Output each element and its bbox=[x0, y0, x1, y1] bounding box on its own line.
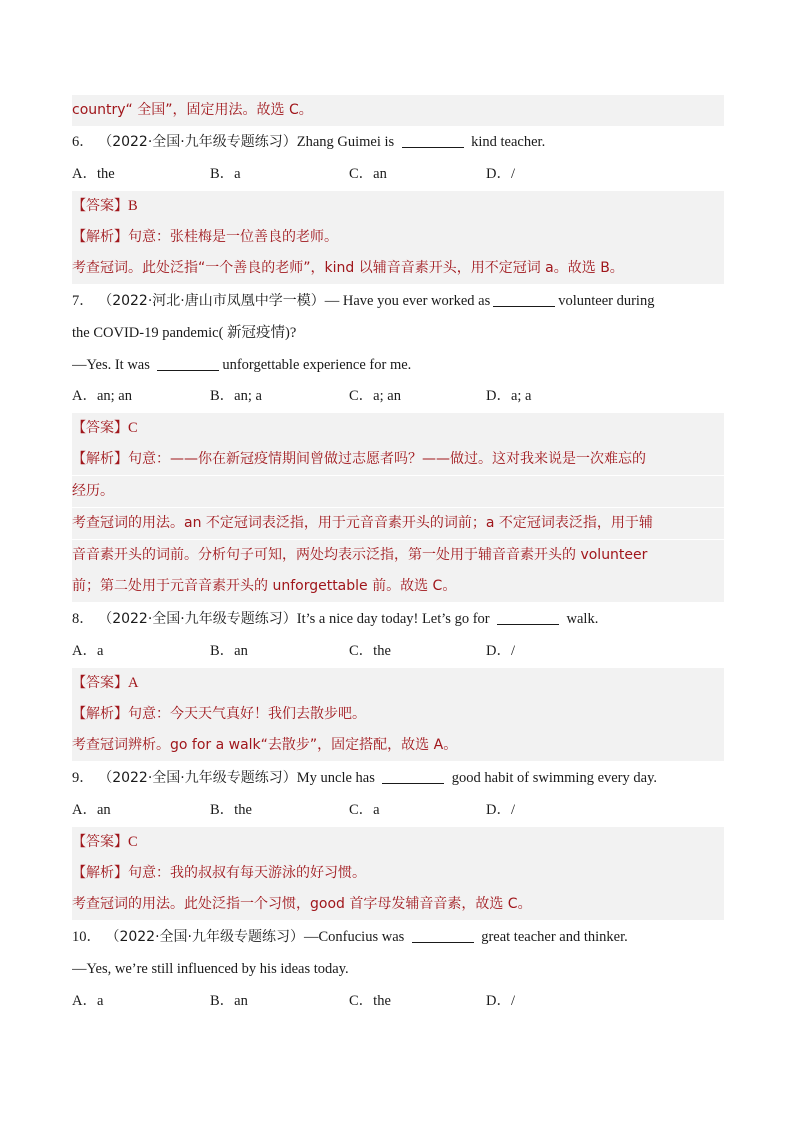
option-a: A．a bbox=[72, 643, 104, 659]
answer-label: 【答案】 bbox=[72, 675, 128, 691]
question-9-analysis-1 bbox=[72, 858, 724, 889]
question-number: 6． bbox=[72, 134, 94, 150]
previous-analysis-tail bbox=[72, 95, 724, 126]
analysis-text: country“ 全国”，固定用法。故选 C。 bbox=[72, 102, 313, 118]
option-c: C．the bbox=[349, 993, 391, 1009]
question-9-answer bbox=[72, 827, 724, 858]
answer-label: 【答案】 bbox=[72, 198, 128, 214]
question-6-analysis-2 bbox=[72, 253, 724, 284]
stem-text: —Yes, we’re still influenced by his ideas today. bbox=[72, 961, 349, 977]
analysis-label: 【解析】 bbox=[72, 706, 128, 722]
option-b: B．an bbox=[210, 993, 248, 1009]
option-d: D．/ bbox=[486, 993, 515, 1009]
answer-blank bbox=[157, 356, 219, 371]
stem-text: —Yes. It was bbox=[72, 357, 150, 373]
analysis-text: 句意：我的叔叔有每天游泳的好习惯。 bbox=[128, 865, 366, 881]
stem-text: good habit of swimming every day. bbox=[451, 770, 658, 786]
question-6-options bbox=[72, 159, 724, 190]
question-10-options bbox=[72, 986, 724, 1017]
answer-label: 【答案】 bbox=[72, 834, 128, 850]
option-a: A．an bbox=[72, 802, 111, 818]
answer-value: A bbox=[128, 675, 139, 691]
stem-text: My uncle has bbox=[296, 770, 375, 786]
question-7-answer bbox=[72, 413, 724, 444]
question-10-stem bbox=[72, 922, 724, 953]
question-7-stem-line3 bbox=[72, 350, 724, 381]
question-source: （2022·全国·九年级专题练习） bbox=[105, 929, 304, 945]
option-c: C．the bbox=[349, 643, 391, 659]
option-c: C．a; an bbox=[349, 388, 401, 404]
answer-value: C bbox=[128, 420, 138, 436]
question-7-analysis-2 bbox=[72, 476, 724, 507]
analysis-label: 【解析】 bbox=[72, 229, 128, 245]
option-b: B．the bbox=[210, 802, 252, 818]
option-d: D．/ bbox=[486, 643, 515, 659]
analysis-text: 句意：张桂梅是一位善良的老师。 bbox=[128, 229, 338, 245]
question-source: （2022·全国·九年级专题练习） bbox=[98, 134, 297, 150]
answer-value: B bbox=[128, 198, 138, 214]
question-7-options bbox=[72, 381, 724, 412]
stem-text: Zhang Guimei is bbox=[296, 134, 395, 150]
question-9-options bbox=[72, 795, 724, 826]
question-6-stem bbox=[72, 127, 724, 158]
analysis-text: 考查冠词辨析。go for a walk“去散步”，固定搭配，故选 A。 bbox=[72, 737, 458, 753]
option-d: D．/ bbox=[486, 166, 515, 182]
question-7-stem bbox=[72, 286, 724, 317]
analysis-text: 音音素开头的词前。分析句子可知，两处均表示泛指，第一处用于辅音音素开头的 volunteer bbox=[72, 547, 648, 563]
analysis-text: 前；第二处用于元音音素开头的 unforgettable 前。故选 C。 bbox=[72, 578, 457, 594]
question-9-stem bbox=[72, 763, 724, 794]
analysis-text: 考查冠词。此处泛指“一个善良的老师”，kind 以辅音音素开头，用不定冠词 a。故选 B。 bbox=[72, 260, 624, 276]
option-c: C．a bbox=[349, 802, 380, 818]
question-7-analysis-5 bbox=[72, 571, 724, 602]
analysis-text: 考查冠词的用法。此处泛指一个习惯，good 首字母发辅音音素，故选 C。 bbox=[72, 896, 532, 912]
question-8-options bbox=[72, 636, 724, 667]
option-d: D．a; a bbox=[486, 388, 532, 404]
analysis-text: 句意：今天天气真好！我们去散步吧。 bbox=[128, 706, 366, 722]
answer-blank bbox=[497, 610, 559, 625]
stem-text: kind teacher. bbox=[471, 134, 546, 150]
question-7-analysis-1 bbox=[72, 444, 724, 475]
analysis-text: 句意：——你在新冠疫情期间曾做过志愿者吗？——做过。这对我来说是一次难忘的 bbox=[128, 451, 646, 467]
question-8-analysis-1 bbox=[72, 699, 724, 730]
option-b: B．an; a bbox=[210, 388, 262, 404]
question-source: （2022·河北·唐山市凤凰中学一模） bbox=[98, 293, 325, 309]
option-a: A．the bbox=[72, 166, 115, 182]
question-number: 10． bbox=[72, 929, 101, 945]
question-7-stem-line2 bbox=[72, 318, 724, 349]
answer-blank bbox=[382, 769, 444, 784]
question-number: 7． bbox=[72, 293, 94, 309]
answer-blank bbox=[402, 133, 464, 148]
analysis-label: 【解析】 bbox=[72, 451, 128, 467]
question-9-analysis-2 bbox=[72, 889, 724, 920]
question-number: 9． bbox=[72, 770, 94, 786]
question-source: （2022·全国·九年级专题练习） bbox=[98, 611, 297, 627]
analysis-label: 【解析】 bbox=[72, 865, 128, 881]
question-7-analysis-4 bbox=[72, 540, 724, 571]
question-8-answer bbox=[72, 668, 724, 699]
stem-text: the COVID-19 pandemic( 新冠疫情)? bbox=[72, 325, 297, 341]
option-b: B．a bbox=[210, 166, 241, 182]
stem-text: unforgettable experience for me. bbox=[222, 357, 412, 373]
analysis-text: 考查冠词的用法。an 不定冠词表泛指，用于元音音素开头的词前；a 不定冠词表泛指，用于辅 bbox=[72, 515, 653, 531]
answer-label: 【答案】 bbox=[72, 420, 128, 436]
stem-text: —Confucius was bbox=[303, 929, 405, 945]
stem-text: volunteer during bbox=[558, 293, 655, 309]
question-7-analysis-3 bbox=[72, 508, 724, 539]
question-source: （2022·全国·九年级专题练习） bbox=[98, 770, 297, 786]
analysis-text: 经历。 bbox=[72, 483, 114, 499]
question-number: 8． bbox=[72, 611, 94, 627]
option-b: B．an bbox=[210, 643, 248, 659]
answer-blank bbox=[412, 928, 474, 943]
stem-text: walk. bbox=[566, 611, 599, 627]
answer-value: C bbox=[128, 834, 138, 850]
stem-text: — Have you ever worked as bbox=[324, 293, 491, 309]
question-8-analysis-2 bbox=[72, 730, 724, 761]
stem-text: It’s a nice day today! Let’s go for bbox=[296, 611, 490, 627]
option-c: C．an bbox=[349, 166, 387, 182]
option-a: A．an; an bbox=[72, 388, 132, 404]
question-10-stem-line2 bbox=[72, 954, 724, 985]
stem-text: great teacher and thinker. bbox=[481, 929, 628, 945]
option-d: D．/ bbox=[486, 802, 515, 818]
question-6-analysis-1 bbox=[72, 222, 724, 253]
option-a: A．a bbox=[72, 993, 104, 1009]
question-8-stem bbox=[72, 604, 724, 635]
answer-blank bbox=[493, 292, 555, 307]
question-6-answer bbox=[72, 191, 724, 222]
